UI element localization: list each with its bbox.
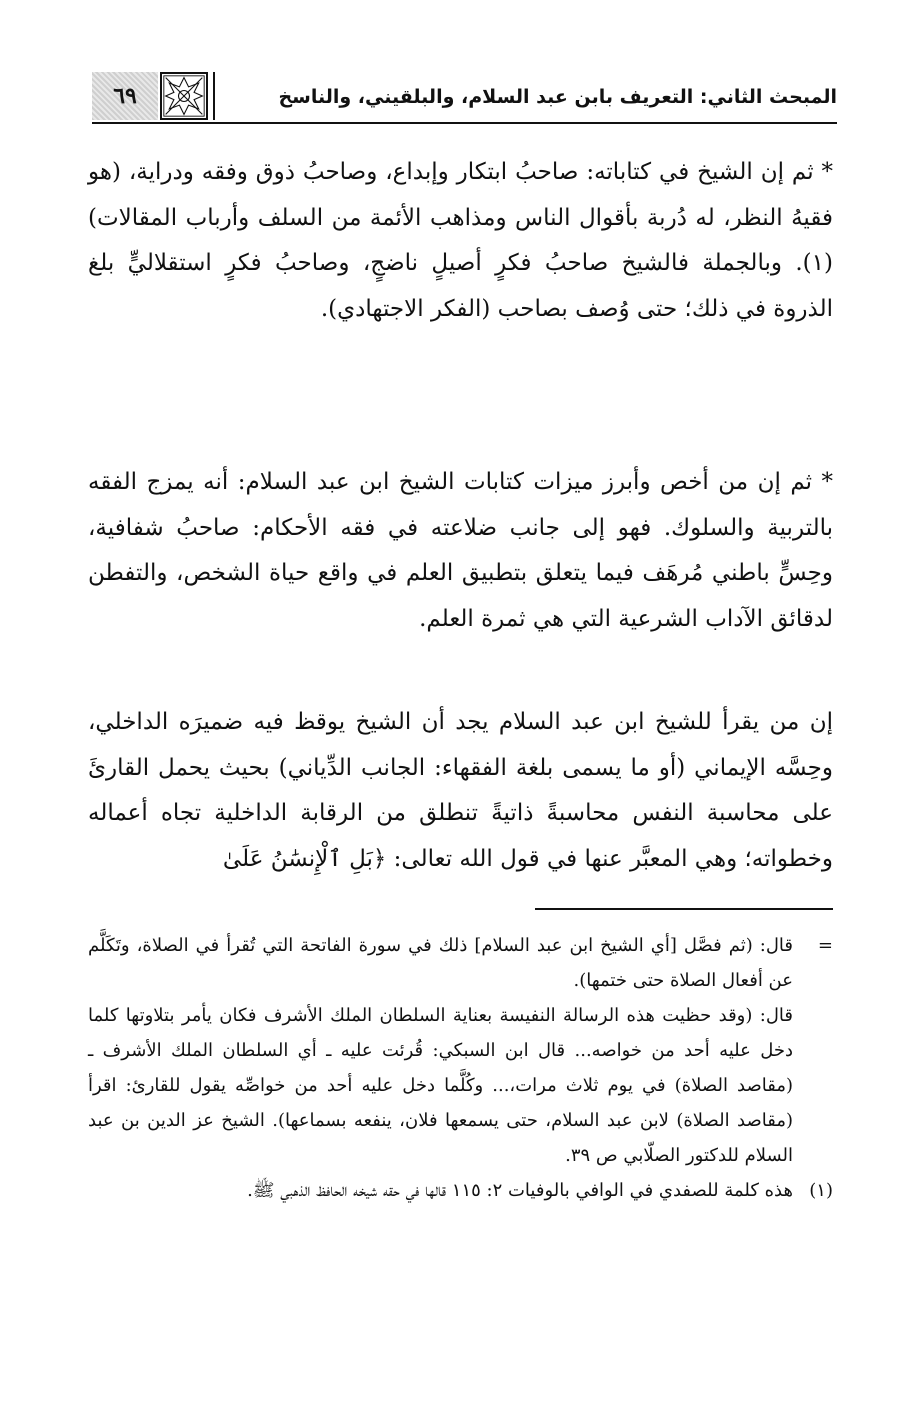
page-header: [92, 72, 837, 124]
header-divider: [213, 72, 215, 120]
paragraph: * ثم إن الشيخ في كتاباته: صاحبُ ابتكار وإبداع، وصاحبُ ذوق وفقه ودراية، (هو فقيهُ النظر، له دُربة بأقوال الناس ومذاهب الأئمة من السلف وأرباب المقالات)(١). وبالجملة فالشيخ صاحبُ فكرٍ أصيلٍ ناضجٍ، وصاحبُ فكرٍ استقلاليٍّ بلغ الذروة في ذلك؛ حتى وُصف بصاحب (الفكر الاجتهادي).: [88, 159, 833, 322]
footnote-text: هذه كلمة للصفدي في الوافي بالوفيات ٢: ١١٥ قالها في حقه شيخه الحافظ الذهبي ﷺ.: [247, 1180, 793, 1201]
footnote-text: قال: (وقد حظيت هذه الرسالة النفيسة بعناية السلطان الملك الأشرف فكان يأمر بتلاوتها كلما دخل عليه أحد من خواصه... قال ابن السبكي: قُرئت عليه ـ أي السلطان الملك الأشرف ـ (مقاصد الصلاة) في يوم ثلاث مرات،... وكُلَّما دخل عليه أحد من خواصِّه يقول للقارئ: اقرأ (مقاصد الصلاة) لابن عبد السلام، حتى يسمعها فلان، ينفعه بسماعها). الشيخ عز الدين بن عبد السلام للدكتور الصلّابي ص ٣٩.: [88, 1005, 793, 1166]
footnotes: [88, 928, 833, 1208]
footnote-marker: =: [817, 935, 833, 956]
footnote-text: قال: (ثم فصَّل [أي الشيخ ابن عبد السلام] ذلك في سورة الفاتحة التي تُقرأ في الصلاة، وتَكَلَّم عن أفعال الصلاة حتى ختمها).: [88, 935, 793, 991]
page-number: ٦٩: [92, 72, 158, 120]
running-title: المبحث الثاني: التعريف بابن عبد السلام، والبلقيني، والناسخ: [278, 86, 837, 108]
footnote-marker: (١): [809, 1180, 833, 1201]
footnote-separator: [535, 908, 833, 910]
footnote-1: [88, 1173, 833, 1208]
paragraph: إن من يقرأ للشيخ ابن عبد السلام يجد أن الشيخ يوقظ فيه ضميرَه الداخلي، وحِسَّه الإيماني (أو ما يسمى بلغة الفقهاء: الجانب الدِّياني) بحيث يحمل القارئَ على محاسبة النفس محاسبةً ذاتيةً تنطلق من الرقابة الداخلية تجاه أعماله وخطواته؛ وهي المعبَّر عنها في قول الله تعالى: ﴿بَلِ ٱلْإِنسَٰنُ عَلَىٰ: [88, 709, 833, 872]
paragraph: * ثم إن من أخص وأبرز ميزات كتابات الشيخ ابن عبد السلام: أنه يمزج الفقه بالتربية والسلوك. فهو إلى جانب ضلاعته في فقه الأحكام: صاحبُ شفافية، وحِسٍّ باطني مُرهَف فيما يتعلق بتطبيق العلم في واقع حياة الشخص، والتفطن لدقائق الآداب الشرعية التي هي ثمرة العلم.: [88, 469, 833, 632]
footnote-continuation: [88, 928, 833, 1173]
ornament-icon: [160, 72, 208, 120]
